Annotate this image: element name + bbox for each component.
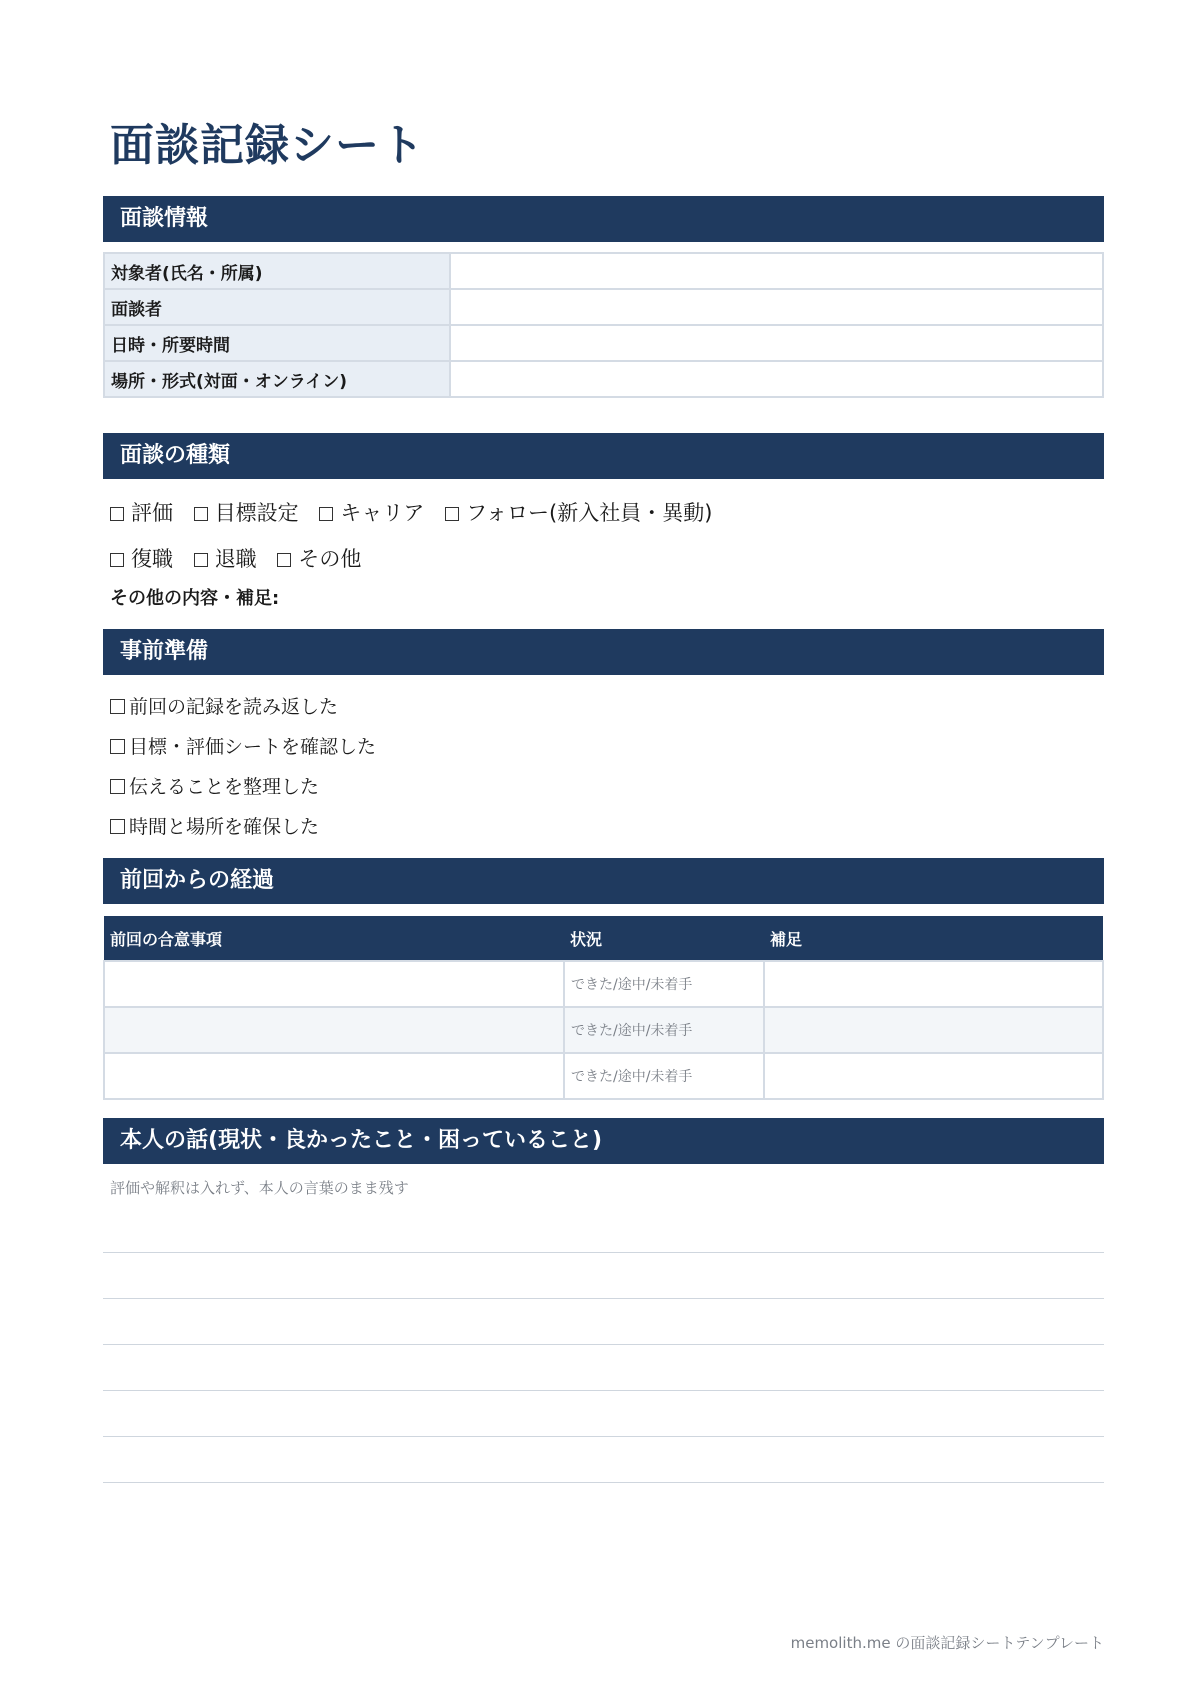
agreement-cell[interactable] — [104, 1007, 564, 1053]
agreement-cell[interactable] — [104, 961, 564, 1007]
writing-line[interactable] — [103, 1252, 1104, 1253]
info-label: 場所・形式(対面・オンライン) — [104, 361, 450, 397]
writing-line[interactable] — [103, 1436, 1104, 1437]
progress-header-row — [104, 916, 1103, 961]
type-option-label: フォロー(新入社員・異動) — [466, 501, 713, 525]
agreement-cell[interactable] — [104, 1053, 564, 1099]
checkbox[interactable] — [110, 507, 124, 521]
type-option-label: 退職 — [214, 547, 257, 571]
page-title: 面談記録シート — [110, 120, 425, 171]
prep-item[interactable] — [110, 772, 319, 799]
type-checkbox-row — [110, 497, 726, 527]
type-option[interactable] — [277, 543, 361, 573]
type-option[interactable] — [319, 497, 424, 527]
type-option[interactable] — [445, 497, 712, 527]
info-row — [104, 361, 1103, 397]
footer-credit: memolith.me の面談記録シートテンプレート — [790, 1634, 1104, 1652]
type-option-label: 評価 — [131, 501, 173, 525]
type-checkbox-row — [110, 543, 375, 573]
status-cell[interactable]: できた/途中/未着手 — [564, 1053, 764, 1099]
checkbox[interactable] — [445, 507, 459, 521]
progress-table — [103, 916, 1104, 1100]
writing-line[interactable] — [103, 1390, 1104, 1391]
status-cell[interactable]: できた/途中/未着手 — [564, 961, 764, 1007]
table-row — [104, 961, 1103, 1007]
checkbox[interactable] — [110, 553, 124, 567]
table-row — [104, 1007, 1103, 1053]
info-value-field[interactable] — [450, 253, 1103, 289]
column-header: 補足 — [764, 916, 1103, 961]
prep-item-label: 目標・評価シートを確認した — [129, 736, 377, 758]
story-hint: 評価や解釈は入れず、本人の言葉のまま残す — [110, 1179, 409, 1197]
column-header: 状況 — [564, 916, 764, 961]
writing-line[interactable] — [103, 1298, 1104, 1299]
note-cell[interactable] — [764, 1053, 1103, 1099]
prep-item[interactable] — [110, 692, 338, 719]
column-header: 前回の合意事項 — [104, 916, 564, 961]
type-option-label: キャリア — [340, 501, 425, 525]
section-header-prep: 事前準備 — [103, 629, 1104, 675]
status-cell[interactable]: できた/途中/未着手 — [564, 1007, 764, 1053]
type-option[interactable] — [110, 497, 173, 527]
table-row — [104, 1053, 1103, 1099]
checkbox[interactable] — [110, 739, 125, 754]
prep-item[interactable] — [110, 812, 319, 839]
type-option[interactable] — [194, 543, 257, 573]
section-header-type: 面談の種類 — [103, 433, 1104, 479]
type-option[interactable] — [194, 497, 299, 527]
section-header-info: 面談情報 — [103, 196, 1104, 242]
note-cell[interactable] — [764, 1007, 1103, 1053]
checkbox[interactable] — [110, 779, 125, 794]
checkbox[interactable] — [110, 819, 125, 834]
prep-item-label: 時間と場所を確保した — [129, 816, 320, 838]
type-option[interactable] — [110, 543, 173, 573]
info-row — [104, 253, 1103, 289]
info-label: 対象者(氏名・所属) — [104, 253, 450, 289]
type-option-label: 復職 — [131, 547, 173, 571]
writing-line[interactable] — [103, 1482, 1104, 1483]
checkbox[interactable] — [194, 553, 208, 567]
info-label: 日時・所要時間 — [104, 325, 450, 361]
writing-line[interactable] — [103, 1344, 1104, 1345]
prep-item-label: 伝えることを整理した — [129, 776, 320, 798]
prep-item-label: 前回の記録を読み返した — [129, 696, 339, 718]
section-header-progress: 前回からの経過 — [103, 858, 1104, 904]
type-option-label: その他 — [298, 547, 362, 571]
section-header-story: 本人の話(現状・良かったこと・困っていること) — [103, 1118, 1104, 1164]
prep-item[interactable] — [110, 732, 376, 759]
checkbox[interactable] — [110, 699, 125, 714]
info-value-field[interactable] — [450, 325, 1103, 361]
info-label: 面談者 — [104, 289, 450, 325]
info-value-field[interactable] — [450, 361, 1103, 397]
info-table — [103, 252, 1104, 398]
other-note-label: その他の内容・補足: — [110, 588, 280, 609]
checkbox[interactable] — [277, 553, 291, 567]
info-row — [104, 325, 1103, 361]
info-value-field[interactable] — [450, 289, 1103, 325]
checkbox[interactable] — [319, 507, 333, 521]
info-row — [104, 289, 1103, 325]
note-cell[interactable] — [764, 961, 1103, 1007]
checkbox[interactable] — [194, 507, 208, 521]
type-option-label: 目標設定 — [214, 501, 299, 525]
